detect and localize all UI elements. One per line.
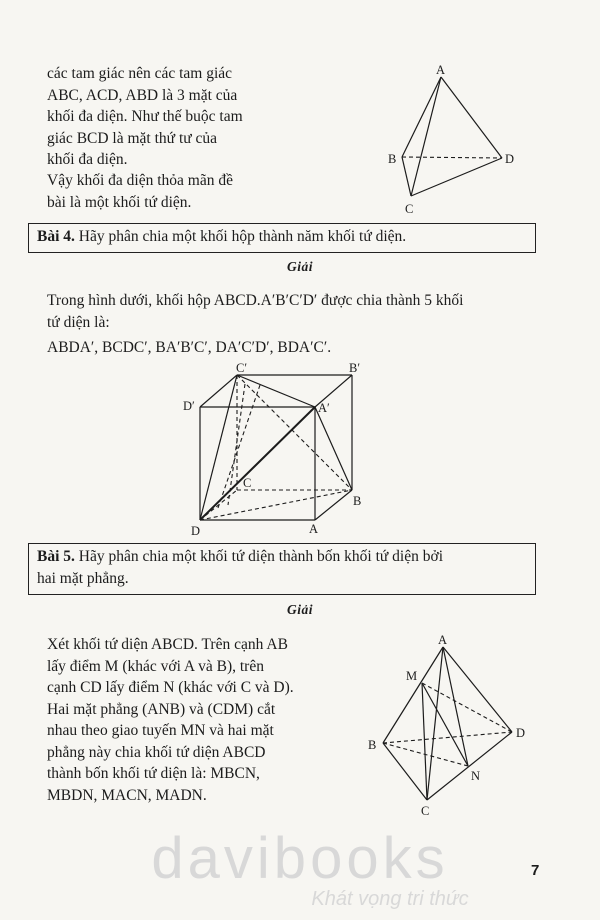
bai4-result: ABDA′, BCDC′, BA′B′C′, DA′C′D′, BDA′C′. (47, 339, 332, 356)
fig1-label-a: A (436, 63, 446, 77)
watermark-brand: davibooks (151, 826, 449, 891)
bai5-solution-line: phẳng này chia khối tứ diện ABCD (47, 743, 266, 761)
bai5-solution-line: Xét khối tứ diện ABCD. Trên cạnh AB (47, 636, 288, 653)
intro-line: khối đa diện. Như thế buộc tam (47, 108, 243, 125)
fig3-label-d: D (516, 726, 526, 740)
bai5-title: Bài 5. (37, 548, 75, 565)
bai5-solution-line: Hai mặt phẳng (ANB) và (CDM) cắt (47, 700, 276, 718)
fig1-label-c: C (405, 202, 414, 216)
intro-line: ABC, ACD, ABD là 3 mặt của (47, 86, 238, 104)
fig2-label-a-prime: A′ (318, 401, 330, 415)
fig2-label-d-prime: D′ (183, 399, 195, 413)
bai4-solution-line: Trong hình dưới, khối hộp ABCD.A′B′C′D′ được chia thành 5 khối (47, 292, 464, 309)
fig2-label-d: D (191, 524, 201, 538)
fig2-label-b: B (353, 494, 362, 508)
watermark-slogan: Khát vọng tri thức (311, 888, 469, 910)
bai5-solution-line: thành bốn khối tứ diện là: MBCN, (47, 765, 260, 782)
bai4-question: Hãy phân chia một khối hộp thành năm khối tứ diện. (78, 228, 407, 245)
fig3-label-b: B (368, 738, 377, 752)
fig1-label-d: D (505, 152, 515, 166)
intro-line: khối đa diện. (47, 151, 128, 168)
fig3-label-m: M (406, 669, 418, 683)
bai4-title: Bài 4. (37, 228, 75, 245)
fig2-label-c-prime: C′ (236, 361, 248, 375)
bai5-question-line: hai mặt phẳng. (37, 570, 129, 587)
fig3-label-n: N (471, 769, 481, 783)
fig1-label-b: B (388, 152, 397, 166)
bai5-solution-line: nhau theo giao tuyến MN và hai mặt (47, 722, 274, 739)
bai5-giai-heading: Giải (286, 602, 313, 617)
fig2-label-c: C (243, 476, 252, 490)
conclusion-line: bài là một khối tứ diện. (47, 193, 192, 211)
bai5-solution-line: cạnh CD lấy điểm N (khác với C và D). (47, 679, 294, 696)
fig3-label-a: A (438, 633, 448, 647)
page-number: 7 (531, 862, 540, 879)
bai5-question-line: Hãy phân chia một khối tứ diện thành bốn khối tứ diện bởi (78, 548, 444, 565)
fig2-label-a: A (309, 522, 319, 536)
conclusion-line: Vậy khối đa diện thỏa mãn đề (47, 172, 233, 189)
bai5-solution-line: MBDN, MACN, MADN. (47, 786, 207, 804)
intro-line: các tam giác nên các tam giác (47, 65, 233, 82)
fig3-label-c: C (421, 804, 430, 818)
intro-line: giác BCD là mặt thứ tư của (47, 129, 218, 147)
fig2-label-b-prime: B′ (349, 361, 361, 375)
bai4-solution-line: tứ diện là: (47, 313, 110, 331)
bai4-giai-heading: Giải (286, 259, 313, 274)
bai5-solution-line: lấy điểm M (khác với A và B), trên (47, 657, 264, 675)
